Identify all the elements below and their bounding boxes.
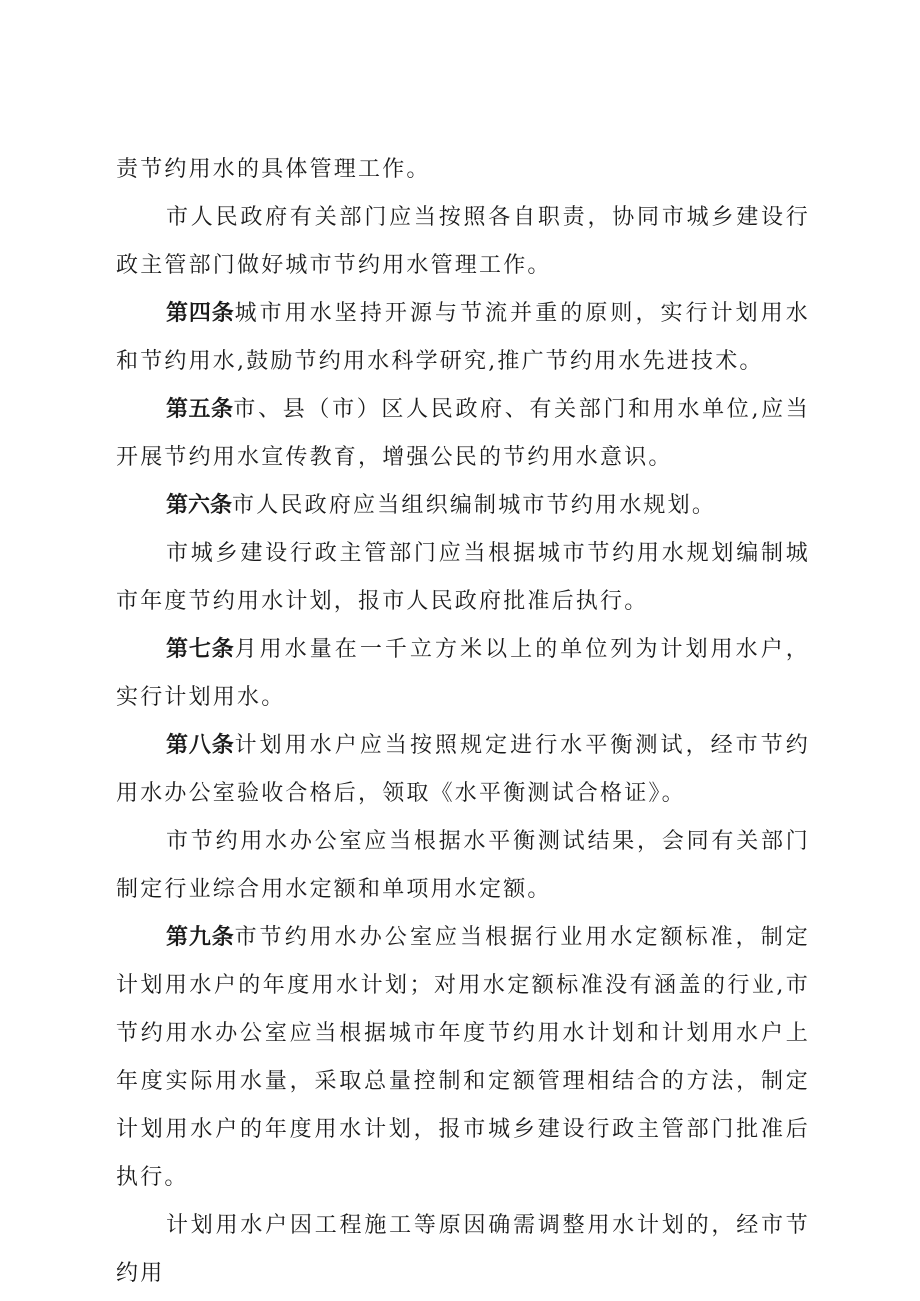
paragraph-text: 责节约用水的具体管理工作。 [116, 157, 431, 182]
article-label: 第六条 [166, 493, 233, 518]
paragraph-text: 计划用水户应当按照规定进行水平衡测试，经市节约用水办公室验收合格后，领取《水平衡测试合格证》。 [116, 733, 810, 806]
paragraph-text: 城市用水坚持开源与节流并重的原则，实行计划用水和节约用水,鼓励节约用水科学研究,推广节约用水先进技术。 [116, 301, 810, 374]
paragraph [116, 1202, 810, 1298]
paragraph [116, 818, 810, 914]
article-7-paragraph [116, 626, 810, 722]
paragraph-text: 市人民政府应当组织编制城市节约用水规划。 [232, 493, 717, 518]
article-8-paragraph [116, 722, 810, 818]
paragraph-text: 计划用水户因工程施工等原因确需调整用水计划的，经市节约用 [116, 1213, 810, 1286]
article-label: 第八条 [166, 733, 235, 758]
paragraph-continuation [116, 146, 810, 194]
paragraph-text: 市节约用水办公室应当根据行业用水定额标准，制定计划用水户的年度用水计划；对用水定额标准没有涵盖的行业,市节约用水办公室应当根据城市年度节约用水计划和计划用水户上年度实际用水量，采取总量控制和定额管理相结合的方法，制定计划用水户的年度用水计划，报市城乡建设行政主管部门批准后执行。 [116, 925, 810, 1190]
article-9-paragraph [116, 914, 810, 1202]
article-label: 第四条 [166, 301, 235, 326]
paragraph-text: 市人民政府有关部门应当按照各自职责，协同市城乡建设行政主管部门做好城市节约用水管理工作。 [116, 205, 810, 278]
article-6-paragraph [116, 482, 810, 530]
article-4-paragraph [116, 290, 810, 386]
paragraph-text: 月用水量在一千立方米以上的单位列为计划用水户，实行计划用水。 [116, 637, 810, 710]
paragraph-text: 市城乡建设行政主管部门应当根据城市节约用水规划编制城市年度节约用水计划，报市人民政府批准后执行。 [116, 541, 810, 614]
paragraph [116, 530, 810, 626]
paragraph-text: 市节约用水办公室应当根据水平衡测试结果，会同有关部门制定行业综合用水定额和单项用水定额。 [116, 829, 810, 902]
article-label: 第九条 [166, 925, 235, 950]
paragraph [116, 194, 810, 290]
article-5-paragraph [116, 386, 810, 482]
article-label: 第七条 [166, 637, 235, 662]
document-body [116, 146, 810, 1298]
article-label: 第五条 [166, 397, 234, 422]
paragraph-text: 市、县（市）区人民政府、有关部门和用水单位,应当开展节约用水宣传教育，增强公民的节约用水意识。 [116, 397, 810, 470]
